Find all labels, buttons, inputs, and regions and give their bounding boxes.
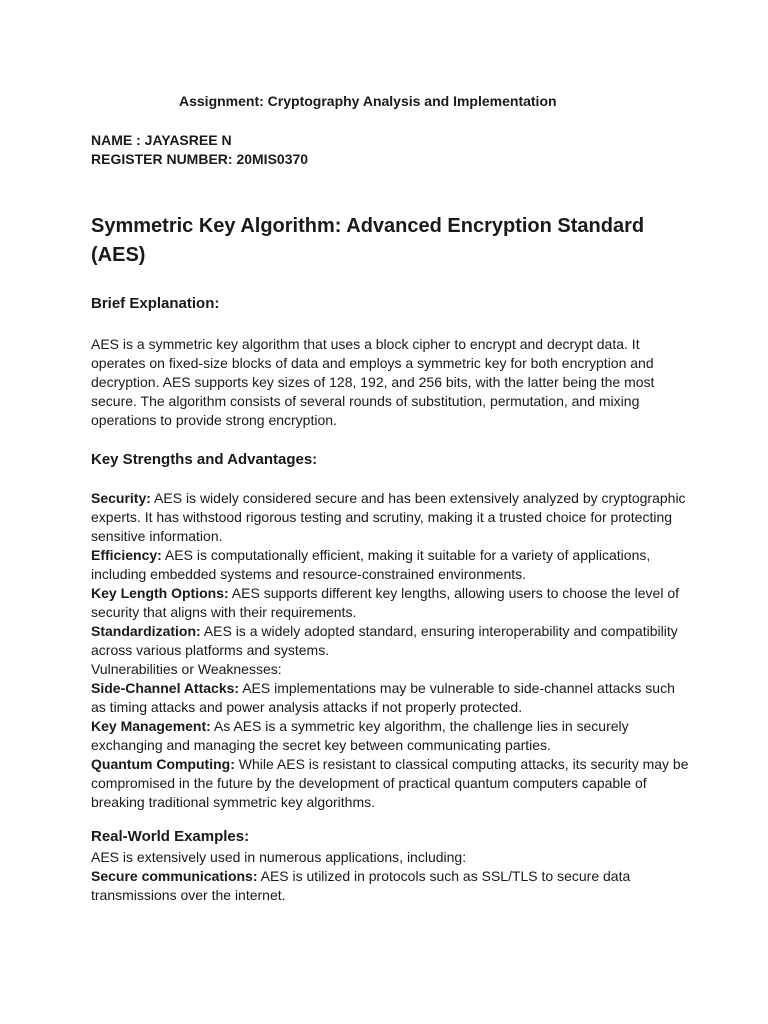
vuln-term: Key Management:: [91, 718, 211, 734]
student-name: NAME : JAYASREE N: [91, 132, 232, 148]
student-info: [91, 131, 308, 169]
strength-text: AES is widely considered secure and has been extensively analyzed by cryptographic experts. It has withstood rigorous testing and scrutiny, making it a trusted choice for protecting sensitive information.: [91, 490, 686, 544]
strength-text: AES is computationally efficient, making it suitable for a variety of applications, including embedded systems and resource-constrained environments.: [91, 547, 651, 582]
vuln-text: While AES is resistant to classical computing attacks, its security may be compromised in the future by the development of practical quantum computers capable of breaking traditional symmetric key algorithms.: [91, 756, 689, 810]
vuln-item-quantum: [91, 755, 691, 812]
examples-intro: AES is extensively used in numerous applications, including:: [91, 849, 467, 865]
strengths-heading: Key Strengths and Advantages:: [91, 451, 318, 468]
brief-text: [91, 335, 691, 430]
strength-item-efficiency: [91, 546, 691, 584]
strength-term: Efficiency:: [91, 547, 162, 563]
register-number: REGISTER NUMBER: 20MIS0370: [91, 151, 309, 167]
strengths-list: [91, 489, 691, 812]
strength-term: Key Length Options:: [91, 585, 229, 601]
strength-item-key-length: [91, 584, 691, 622]
strength-term: Security:: [91, 490, 151, 506]
vuln-text: As AES is a symmetric key algorithm, the challenge lies in securely exchanging and managing the secret key between communicating parties.: [91, 718, 629, 753]
brief-heading: Brief Explanation:: [91, 295, 220, 312]
strength-text: AES supports different key lengths, allowing users to choose the level of security that aligns with their requirements.: [91, 585, 680, 620]
vuln-item-side-channel: [91, 679, 691, 717]
strength-term: Standardization:: [91, 623, 201, 639]
main-heading: Symmetric Key Algorithm: Advanced Encryption Standard (AES): [91, 215, 645, 266]
vulnerabilities-label: Vulnerabilities or Weaknesses:: [91, 661, 282, 677]
vuln-item-key-management: [91, 717, 691, 755]
examples-list: [91, 848, 691, 905]
examples-heading: Real-World Examples:: [91, 828, 250, 845]
example-term: Secure communications:: [91, 868, 258, 884]
vuln-term: Quantum Computing:: [91, 756, 235, 772]
example-text: AES is utilized in protocols such as SSL/TLS to secure data transmissions over the internet.: [91, 868, 631, 903]
strength-item-security: [91, 489, 691, 546]
assignment-title: Assignment: Cryptography Analysis and Implementation: [179, 93, 557, 109]
strength-item-standardization: [91, 622, 691, 660]
example-item-secure-communications: [91, 867, 691, 905]
vuln-text: AES implementations may be vulnerable to side-channel attacks such as timing attacks and power analysis attacks if not properly protected.: [91, 680, 675, 715]
brief-paragraph: AES is a symmetric key algorithm that uses a block cipher to encrypt and decrypt data. It operates on fixed-size blocks of data and employs a symmetric key for both encryption and decryption. AES supports key sizes of 128, 192, and 256 bits, with the latter being the most secure. The algorithm consists of several rounds of substitution, permutation, and mixing operations to provide strong encryption.: [91, 336, 655, 428]
vuln-term: Side-Channel Attacks:: [91, 680, 240, 696]
strength-text: AES is a widely adopted standard, ensuring interoperability and compatibility across various platforms and systems.: [91, 623, 678, 658]
